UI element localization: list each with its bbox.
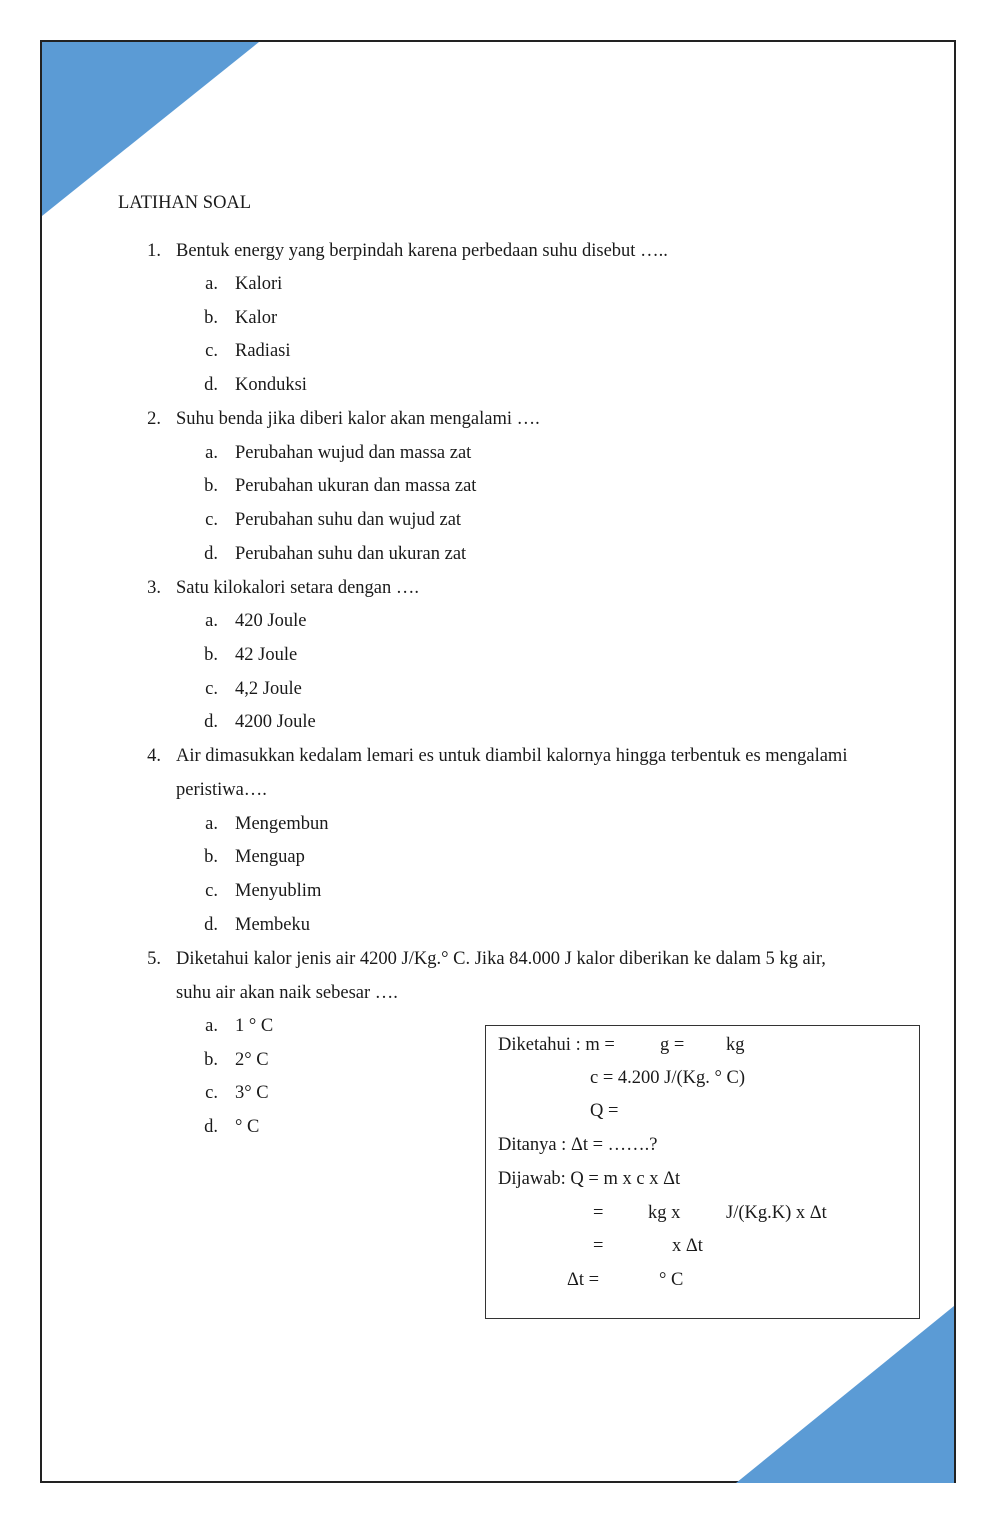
- option-letter: d.: [204, 544, 218, 564]
- unit-times-dt: J/(Kg.K) x Δt: [726, 1203, 827, 1223]
- answer-formula: Dijawab: Q = m x c x Δt: [498, 1169, 681, 1189]
- degree-celsius: ° C: [659, 1270, 684, 1290]
- option-letter: c.: [205, 341, 218, 361]
- option-text: 4200 Joule: [235, 712, 316, 732]
- question-text: Satu kilokalori setara dengan ….: [176, 578, 420, 598]
- option-letter: a.: [205, 814, 218, 834]
- option-text: 420 Joule: [235, 611, 307, 631]
- question-text: Bentuk energy yang berpindah karena perbedaan suhu disebut …..: [176, 241, 668, 261]
- option-letter: b.: [204, 308, 218, 328]
- option-letter: d.: [204, 375, 218, 395]
- option-text: Kalor: [235, 308, 278, 328]
- option-text: Konduksi: [235, 375, 307, 395]
- option-text: 1 ° C: [235, 1016, 274, 1036]
- option-text: 4,2 Joule: [235, 679, 302, 699]
- question-text: Diketahui kalor jenis air 4200 J/Kg.° C. Jika 84.000 J kalor diberikan ke dalam 5 kg air,: [176, 949, 826, 969]
- option-letter: b.: [204, 847, 218, 867]
- option-letter: c.: [205, 510, 218, 530]
- option-letter: c.: [205, 679, 218, 699]
- question-number: 5.: [147, 949, 161, 969]
- option-text: 3° C: [235, 1083, 269, 1103]
- option-text: ° C: [235, 1117, 260, 1137]
- question-number: 4.: [147, 746, 161, 766]
- asked-line: Ditanya : Δt = …….?: [498, 1135, 658, 1155]
- corner-shape-top-left: [42, 42, 259, 216]
- option-letter: b.: [204, 645, 218, 665]
- option-text: Perubahan suhu dan ukuran zat: [235, 544, 467, 564]
- g-equals: g =: [660, 1035, 685, 1055]
- option-text: 2° C: [235, 1050, 269, 1070]
- delta-t-equals: Δt =: [567, 1270, 600, 1290]
- option-letter: d.: [204, 1117, 218, 1137]
- option-letter: d.: [204, 915, 218, 935]
- question-text-continued: suhu air akan naik sebesar ….: [176, 983, 398, 1003]
- heat-line: Q =: [590, 1101, 619, 1121]
- corner-triangle-bottom-right: [736, 1306, 954, 1483]
- option-text: Perubahan ukuran dan massa zat: [235, 476, 477, 496]
- kg-unit: kg: [726, 1035, 745, 1055]
- worksheet-answer-box[interactable]: [485, 1025, 920, 1319]
- known-label: Diketahui : m =: [498, 1035, 615, 1055]
- option-letter: b.: [204, 476, 218, 496]
- option-text: Membeku: [235, 915, 311, 935]
- option-text: 42 Joule: [235, 645, 298, 665]
- corner-triangle-top-left: [42, 42, 259, 216]
- specific-heat-line: c = 4.200 J/(Kg. ° C): [590, 1068, 746, 1088]
- option-letter: c.: [205, 1083, 218, 1103]
- option-letter: b.: [204, 1050, 218, 1070]
- times-dt: x Δt: [672, 1236, 703, 1256]
- option-text: Menyublim: [235, 881, 322, 901]
- corner-shape-bottom-right: [736, 1306, 954, 1483]
- equals-2: =: [593, 1236, 604, 1256]
- option-letter: c.: [205, 881, 218, 901]
- question-text: Suhu benda jika diberi kalor akan mengalami ….: [176, 409, 540, 429]
- question-number: 3.: [147, 578, 161, 598]
- option-letter: d.: [204, 712, 218, 732]
- option-letter: a.: [205, 274, 218, 294]
- question-number: 1.: [147, 241, 161, 261]
- question-text: Air dimasukkan kedalam lemari es untuk diambil kalornya hingga terbentuk es mengalami: [176, 746, 848, 766]
- question-number: 2.: [147, 409, 161, 429]
- equals-1: =: [593, 1203, 604, 1223]
- question-text-continued: peristiwa….: [176, 780, 267, 800]
- kg-times: kg x: [648, 1203, 681, 1223]
- option-letter: a.: [205, 611, 218, 631]
- option-text: Menguap: [235, 847, 305, 867]
- option-text: Perubahan wujud dan massa zat: [235, 443, 472, 463]
- page-title: LATIHAN SOAL: [118, 193, 252, 213]
- option-text: Radiasi: [235, 341, 291, 361]
- option-text: Kalori: [235, 274, 283, 294]
- option-text: Perubahan suhu dan wujud zat: [235, 510, 462, 530]
- option-text: Mengembun: [235, 814, 329, 834]
- option-letter: a.: [205, 443, 218, 463]
- option-letter: a.: [205, 1016, 218, 1036]
